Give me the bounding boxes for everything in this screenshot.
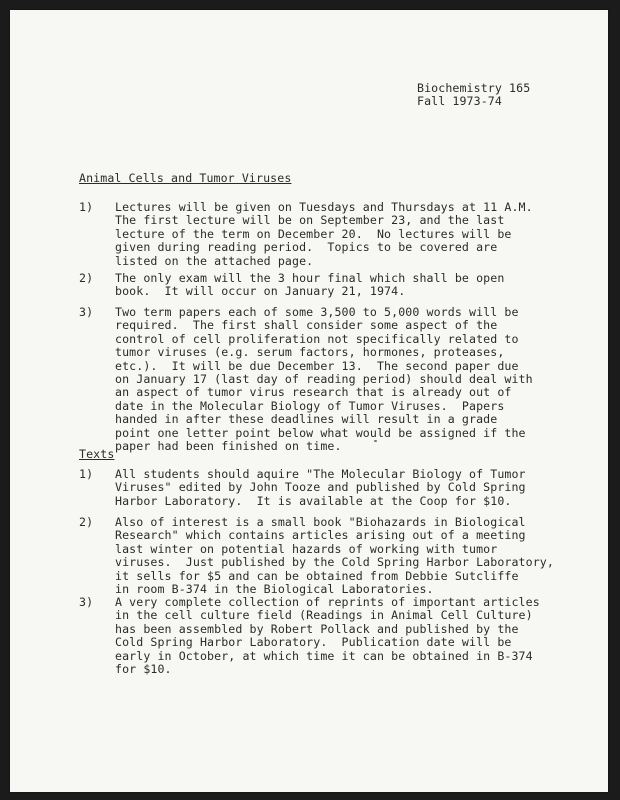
item-line: date in the Molecular Biology of Tumor Viruses. Papers	[115, 398, 505, 413]
item-line: has been assembled by Robert Pollack and published by the	[115, 621, 519, 636]
item-number: 1)	[79, 200, 94, 214]
item-line: lecture of the term on December 20. No lectures will be	[115, 226, 512, 241]
item-line: in the cell culture field (Readings in Animal Cell Culture)	[115, 608, 533, 623]
list-item	[79, 201, 549, 268]
item-line: viruses. Just published by the Cold Spring Harbor Laboratory,	[115, 555, 554, 570]
list-item	[79, 272, 549, 299]
item-line: etc.). It will be due December 13. The second paper due	[115, 358, 519, 373]
item-line: Two term papers each of some 3,500 to 5,000 words will be	[115, 305, 519, 319]
item-number: 2)	[79, 271, 94, 285]
item-line: last winter on potential hazards of working with tumor	[115, 541, 498, 556]
section-heading-animal-cells: Animal Cells and Tumor Viruses	[79, 171, 292, 185]
item-line: All students should aquire "The Molecular Biology of Tumor	[115, 467, 526, 481]
course-term: Fall 1973-74	[417, 94, 502, 109]
item-line: required. The first shall consider some aspect of the	[115, 318, 498, 333]
paper-speck	[374, 440, 377, 442]
item-line: The only exam will the 3 hour final which shall be open	[115, 271, 505, 285]
item-line: listed on the attached page.	[115, 253, 314, 268]
item-line: Research" which contains articles arising out of a meeting	[115, 528, 526, 543]
item-line: early in October, at which time it can be obtained in B-374	[115, 648, 533, 663]
item-line: Harbor Laboratory. It is available at the Coop for $10.	[115, 493, 512, 508]
item-line: Also of interest is a small book "Biohazards in Biological	[115, 515, 526, 529]
item-line: A very complete collection of reprints of important articles	[115, 595, 540, 609]
item-line: it sells for $5 and can be obtained from Debbie Sutcliffe	[115, 568, 519, 583]
document-page	[10, 10, 608, 792]
section-heading-texts: Texts	[79, 447, 115, 461]
list-item	[79, 596, 549, 676]
item-line: given during reading period. Topics to be covered are	[115, 240, 498, 255]
item-line: in room B-374 in the Biological Laboratories.	[115, 582, 434, 597]
item-line: on January 17 (last day of reading period) should deal with	[115, 372, 533, 387]
item-line: for $10.	[115, 662, 172, 677]
item-line: tumor viruses (e.g. serum factors, hormones, proteases,	[115, 345, 505, 360]
item-line: an aspect of tumor virus research that is already out of	[115, 385, 512, 400]
item-line: control of cell proliferation not specifically related to	[115, 331, 519, 346]
item-number: 3)	[79, 595, 94, 609]
item-line: paper had been finished on time.	[115, 439, 342, 454]
item-number: 2)	[79, 515, 94, 529]
item-number: 1)	[79, 467, 94, 481]
item-number: 3)	[79, 305, 94, 319]
item-line: book. It will occur on January 21, 1974.	[115, 284, 406, 299]
item-line: Viruses" edited by John Tooze and published by Cold Spring	[115, 480, 526, 495]
item-line: Cold Spring Harbor Laboratory. Publication date will be	[115, 635, 512, 650]
list-item	[79, 306, 549, 453]
list-item	[79, 468, 549, 508]
item-line: The first lecture will be on September 23, and the last	[115, 213, 505, 228]
course-title: Biochemistry 165	[417, 81, 531, 95]
item-line: Lectures will be given on Tuesdays and Thursdays at 11 A.M.	[115, 200, 533, 214]
item-line: point one letter point below what would be assigned if the	[115, 425, 526, 440]
list-item	[79, 515, 554, 597]
course-info	[417, 82, 530, 109]
item-line: handed in after these deadlines will result in a grade	[115, 412, 498, 427]
